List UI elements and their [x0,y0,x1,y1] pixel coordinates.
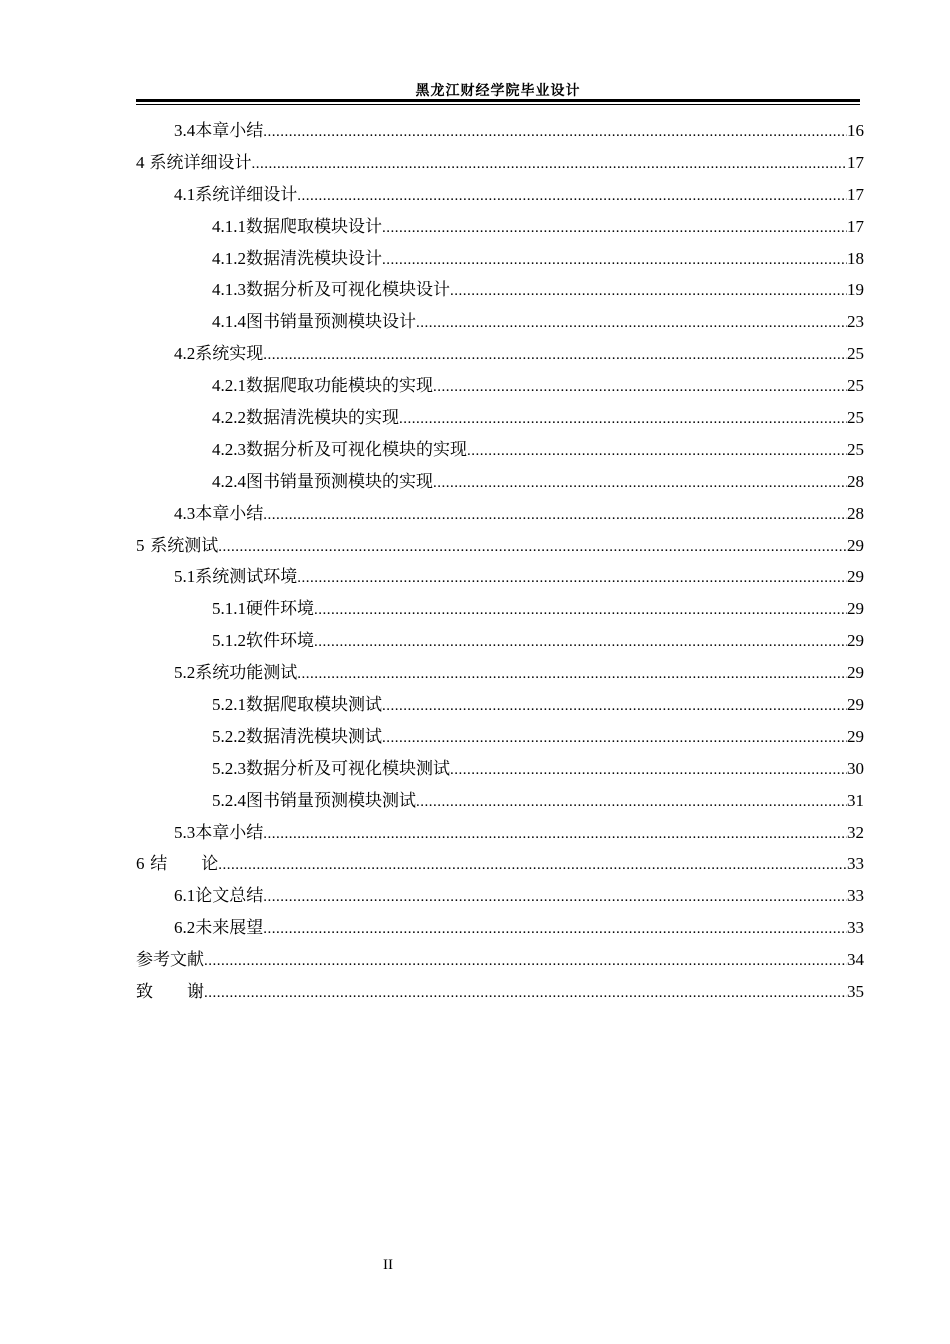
toc-dot-leader [433,468,847,500]
toc-entry[interactable] [136,147,864,179]
toc-entry-title: 数据分析及可视化模块设计 [246,280,450,301]
toc-entry-page: 28 [847,471,864,491]
toc-entry[interactable] [136,466,864,498]
toc-entry-title: 图书销量预测模块设计 [246,312,416,333]
toc-entry-page: 30 [847,758,864,778]
toc-entry[interactable] [136,593,864,625]
toc-dot-leader [433,372,847,404]
toc-dot-leader [450,276,847,308]
toc-entry-number: 4.1.1 [212,216,246,236]
toc-entry-page: 19 [847,280,864,300]
toc-dot-leader [251,149,847,181]
toc-dot-leader [297,659,847,691]
toc-entry-title: 结 论 [150,854,219,875]
toc-entry-title: 系统测试环境 [195,567,298,588]
toc-entry-number: 5.1.1 [212,599,246,619]
toc-dot-leader [399,404,847,436]
toc-entry-page: 17 [847,184,864,204]
toc-entry[interactable] [136,274,864,306]
toc-dot-leader [382,213,847,245]
toc-entry-page: 32 [847,822,864,842]
toc-entry-number: 4.2.3 [212,439,246,459]
toc-entry-page: 29 [847,663,864,683]
toc-entry-page: 29 [847,567,864,587]
toc-entry-title: 数据分析及可视化模块的实现 [246,439,467,460]
toc-entry[interactable] [136,689,864,721]
header-rule-thin [136,104,860,105]
toc-entry-page: 29 [847,726,864,746]
toc-entry-title: 论文总结 [195,886,264,907]
toc-entry[interactable] [136,817,864,849]
toc-entry-number: 6 [136,854,145,874]
toc-entry-page: 29 [847,599,864,619]
toc-entry[interactable] [136,912,864,944]
toc-entry-title: 系统功能测试 [195,663,298,684]
toc-entry-number: 4.2.1 [212,376,246,396]
toc-entry-number: 5.2.3 [212,758,246,778]
toc-dot-leader [450,755,847,787]
toc-entry[interactable] [136,115,864,147]
toc-entry[interactable] [136,976,864,1008]
toc-entry-page: 25 [847,344,864,364]
toc-dot-leader [416,787,847,819]
toc-entry-page: 33 [847,886,864,906]
toc-entry-number: 5.1 [174,567,196,587]
toc-dot-leader [263,914,847,946]
toc-dot-leader [382,245,847,277]
toc-entry-number: 4.2.2 [212,408,246,428]
toc-dot-leader [416,308,847,340]
toc-entry-number: 4.3 [174,503,196,523]
toc-dot-leader [204,978,847,1010]
toc-dot-leader [263,340,847,372]
toc-entry-page: 16 [847,121,864,140]
toc-entry[interactable] [136,561,864,593]
toc-entry[interactable] [136,530,864,562]
toc-entry-title: 数据清洗模块测试 [246,726,382,747]
toc-entry-page: 29 [847,631,864,651]
toc-entry[interactable] [136,785,864,817]
toc-entry-title: 硬件环境 [246,599,314,620]
table-of-contents [136,115,864,1008]
toc-entry-title: 系统测试 [150,535,219,556]
toc-entry-title: 图书销量预测模块测试 [246,790,416,811]
toc-entry-number: 4.1.3 [212,280,246,300]
toc-entry-title: 系统详细设计 [149,152,252,173]
toc-entry-title: 本章小结 [195,822,264,843]
toc-entry-number: 5.1.2 [212,631,246,651]
toc-entry[interactable] [136,306,864,338]
toc-dot-leader [297,181,847,213]
toc-entry[interactable] [136,434,864,466]
toc-entry-number: 5 [136,535,145,555]
toc-dot-leader [314,595,847,627]
toc-entry-page: 28 [847,503,864,523]
toc-dot-leader [218,532,847,564]
toc-entry[interactable] [136,721,864,753]
toc-entry-number: 4.1.4 [212,312,246,332]
toc-entry-page: 25 [847,408,864,428]
toc-entry-page: 31 [847,790,864,810]
toc-entry[interactable] [136,370,864,402]
toc-dot-leader [263,819,847,851]
toc-entry-number: 4.1.2 [212,248,246,268]
toc-entry-page: 33 [847,918,864,938]
toc-entry[interactable] [136,625,864,657]
toc-entry-title: 参考文献 [136,950,204,971]
toc-entry-number: 6.2 [174,918,196,938]
toc-entry-number: 5.3 [174,822,196,842]
toc-entry[interactable] [136,211,864,243]
toc-entry-number: 5.2.4 [212,790,246,810]
page-number: II [383,1257,393,1273]
toc-entry-page: 17 [847,216,864,236]
toc-entry[interactable] [136,753,864,785]
toc-entry-title: 数据爬取功能模块的实现 [246,376,433,397]
toc-entry-title: 软件环境 [246,631,314,652]
toc-entry-page: 35 [847,982,864,1002]
toc-entry-page: 23 [847,312,864,332]
toc-entry-title: 致 谢 [136,982,204,1003]
toc-entry[interactable] [136,338,864,370]
toc-entry[interactable] [136,179,864,211]
toc-entry[interactable] [136,880,864,912]
toc-entry[interactable] [136,498,864,530]
toc-entry-page: 29 [847,695,864,715]
toc-entry-title: 图书销量预测模块的实现 [246,471,433,492]
toc-entry-number: 6.1 [174,886,196,906]
toc-entry-title: 系统实现 [195,344,264,365]
toc-entry-number: 3.4 [174,121,196,140]
toc-dot-leader [263,500,847,532]
toc-entry-title: 本章小结 [195,503,264,524]
toc-entry-number: 5.2 [174,663,196,683]
toc-entry[interactable] [136,402,864,434]
toc-entry-page: 34 [847,950,864,970]
toc-entry-number: 4.1 [174,184,196,204]
toc-entry-page: 25 [847,376,864,396]
toc-entry-page: 33 [847,854,864,874]
toc-dot-leader [382,691,847,723]
toc-entry-title: 本章小结 [195,121,264,141]
toc-entry[interactable] [136,944,864,976]
toc-entry-title: 数据清洗模块设计 [246,248,382,269]
toc-entry[interactable] [136,848,864,880]
toc-dot-leader [314,627,847,659]
toc-entry-number: 5.2.2 [212,726,246,746]
toc-entry[interactable] [136,243,864,275]
toc-entry-number: 4 [136,152,145,172]
toc-entry-page: 18 [847,248,864,268]
toc-entry-title: 数据爬取模块测试 [246,695,382,716]
toc-entry[interactable] [136,657,864,689]
toc-entry-title: 数据清洗模块的实现 [246,408,399,429]
toc-dot-leader [263,882,847,914]
toc-entry-title: 数据分析及可视化模块测试 [246,758,450,779]
toc-entry-page: 17 [847,152,864,172]
toc-entry-number: 4.2.4 [212,471,246,491]
toc-entry-number: 5.2.1 [212,695,246,715]
toc-entry-title: 系统详细设计 [195,184,298,205]
page-header-title: 黑龙江财经学院毕业设计 [415,83,581,99]
toc-dot-leader [204,946,847,978]
toc-dot-leader [467,436,847,468]
toc-entry-page: 29 [847,535,864,555]
header-rule-thick [136,99,860,102]
toc-dot-leader [297,563,847,595]
toc-entry-number: 4.2 [174,344,196,364]
toc-dot-leader [218,850,847,882]
toc-dot-leader [382,723,847,755]
toc-entry-title: 未来展望 [195,918,264,939]
toc-entry-title: 数据爬取模块设计 [246,216,382,237]
toc-entry-page: 25 [847,439,864,459]
toc-dot-leader [263,117,847,149]
